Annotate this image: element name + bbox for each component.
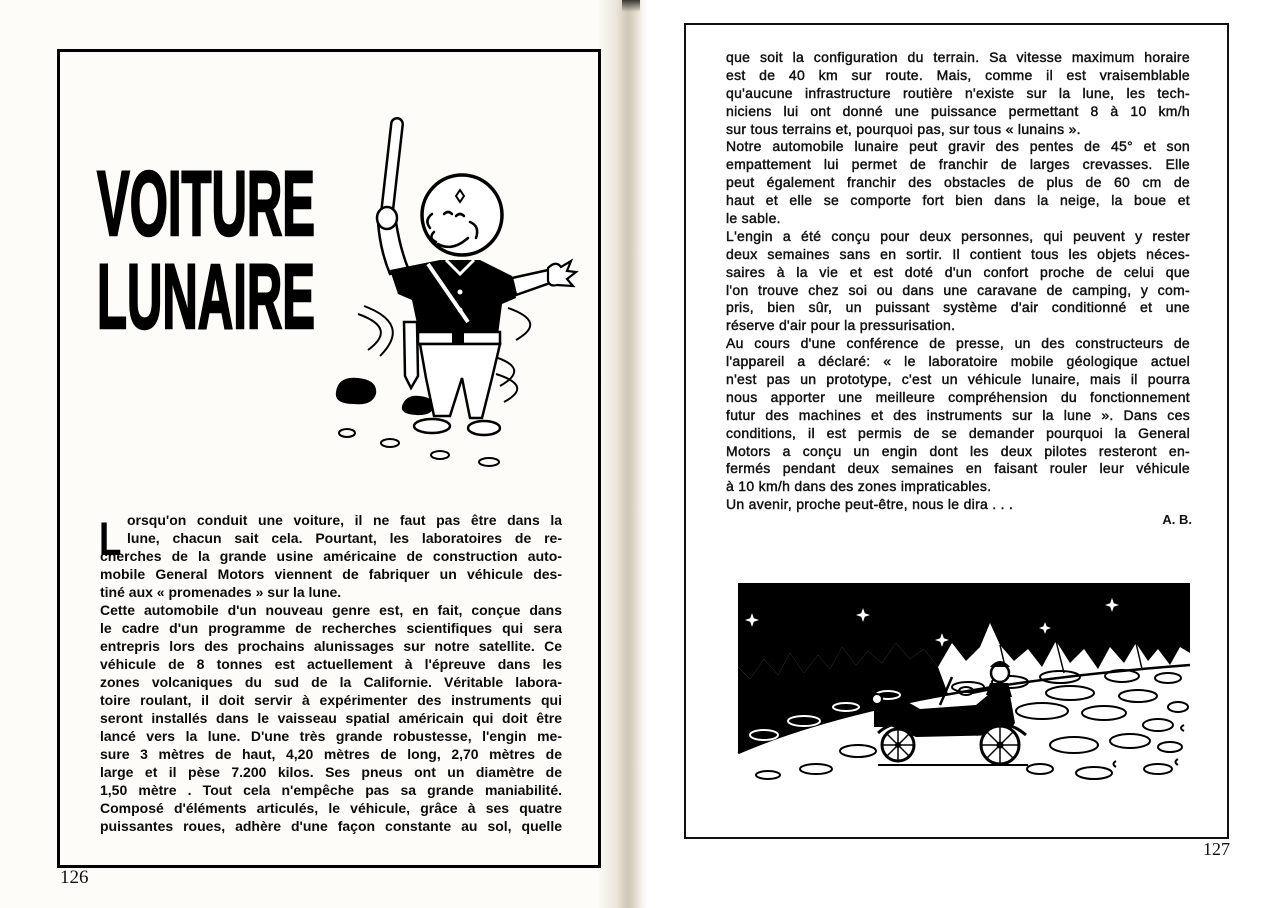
left-body-line: toire roulant, il doit servir à expérimenter des instruments qui (100, 692, 562, 708)
car-headlamp (872, 694, 882, 704)
crater (1050, 737, 1098, 753)
raised-hand (377, 207, 397, 229)
crater (1158, 742, 1182, 752)
night-sky (738, 583, 1190, 679)
crater (1016, 703, 1068, 719)
open-hand (548, 261, 576, 286)
book-gutter-shadow (598, 0, 648, 908)
right-body-line: L'engin a été conçu pour deux personnes, qui peuvent y rester (726, 227, 1190, 244)
motion-line (364, 306, 393, 356)
right-body-line: l'on trouve chez soi ou dans une caravane de camping, y com- (726, 281, 1190, 298)
left-body-line: large et il pèse 7.200 kilos. Ses pneus ont un diamètre de (100, 764, 562, 780)
left-boot (414, 419, 450, 433)
crater (1119, 690, 1157, 702)
crater-mark (1176, 759, 1179, 765)
extended-arm (512, 270, 550, 295)
right-body-line: pris, bien sûr, un puissant système d'air conditionné et une (726, 299, 1190, 316)
left-body-line: cherches de la grande usine américaine de construction auto- (100, 548, 562, 564)
crater (1155, 673, 1181, 683)
title-line-voiture: VOITURE (97, 153, 315, 255)
crater (1168, 702, 1188, 712)
left-body-line: entrepris lors des prochains alunissages sur notre satellite. Ce (100, 638, 562, 654)
crater-mark (1181, 725, 1184, 731)
crater (1144, 764, 1172, 774)
pants (420, 344, 500, 418)
crater (1110, 734, 1150, 748)
left-body-line: Composé d'éléments articulés, le véhicule, grâce à ses quatre (100, 800, 562, 816)
footprint (339, 429, 355, 437)
article-title (90, 153, 330, 348)
raised-arm (378, 222, 408, 274)
page-number-right: 127 (1203, 839, 1230, 859)
right-body-line: Au cours d'une conférence de presse, un des constructeurs de (726, 335, 1190, 352)
rear-wheel (981, 726, 1019, 764)
left-body-line: 1,50 mètre . Tout cela n'empêche pas sa grande maniabilité. (100, 782, 562, 798)
right-boot (468, 421, 500, 435)
right-body-line: réserve d'air pour la pressurisation. (726, 317, 956, 334)
motion-line (508, 308, 530, 340)
motion-line (496, 374, 517, 402)
belt-buckle (452, 332, 464, 344)
motion-line (358, 314, 381, 350)
car-radiator (874, 705, 889, 727)
holster (404, 322, 418, 388)
right-body-line: saires à la vie et est doté d'un confort proche de celui que (726, 263, 1190, 280)
binding-shadow (622, 0, 640, 12)
right-body-line: le sable. (726, 210, 781, 227)
left-body-line: tiné aux « promenades » sur la lune. (100, 584, 342, 600)
drop-cap: L (99, 512, 122, 565)
left-body-line: seront installés dans le vaisseau spatial américain qui doit être (100, 710, 562, 726)
right-body-line: l'appareil a déclaré: « le laboratoire mobile géologique actuel (726, 353, 1190, 370)
left-body-line: lune, chacun sait cela. Pourtant, les laboratoires de re- (127, 530, 562, 546)
right-page-body (726, 49, 1190, 514)
right-body-line: empattement lui permet de franchir de larges crevasses. Elle (726, 156, 1190, 173)
footprint (431, 451, 449, 459)
right-body-line: fermés pendant deux semaines en faisant rouler leur véhicule (726, 460, 1190, 477)
right-body-line: que soit la configuration du terrain. Sa vitesse maximum horaire (726, 49, 1190, 65)
title-line-lunaire: LUNAIRE (97, 246, 315, 348)
left-body-line: orsqu'on conduit une voiture, il ne faut pas être dans la (127, 512, 562, 528)
page-number-left: 126 (60, 867, 89, 888)
left-body-line: puissantes roues, adhère d'une façon constante au sol, quelle (100, 818, 562, 834)
jacket-button (458, 290, 463, 295)
driver (970, 661, 1012, 697)
right-body-line: Notre automobile lunaire peut gravir des pentes de 45° et son (726, 138, 1190, 155)
crater (800, 764, 832, 774)
right-body-line: peut également franchir des obstacles de plus de 60 cm de (726, 174, 1190, 191)
right-body-line: Un avenir, proche peut-être, nous le dira . . . (726, 496, 1014, 513)
crater (1046, 686, 1094, 700)
right-body-line: sur tous terrains et, pourquoi pas, sur tous « lunains ». (726, 120, 1081, 137)
jacket-button (458, 308, 463, 313)
crater (756, 771, 780, 779)
right-body-line: conditions, il est permis de se demander pourquoi la General (726, 424, 1190, 441)
left-body-line: véhicule de 8 tonnes est actuellement à l'épreuve dans les (100, 656, 562, 672)
left-body-line: le cadre d'un programme de recherches scientifiques qui sera (100, 620, 562, 636)
crater (1076, 767, 1112, 779)
right-body-line: nous apporter une meilleure compréhension du fonctionnement (726, 388, 1190, 405)
lunar-car-illustration (738, 583, 1190, 788)
crater (840, 745, 876, 757)
right-body-line: deux semaines sans en sortir. Il contient tous les objets néces- (726, 245, 1190, 262)
footprint (479, 458, 499, 466)
crater-mark (1114, 761, 1117, 767)
left-page-body (100, 511, 562, 835)
right-body-line: Motors a conçu un engin dont les deux pilotes resteront en- (726, 442, 1190, 459)
right-body-line: à 10 km/h dans des zones impraticables. (726, 478, 992, 495)
baton (387, 124, 397, 212)
right-body-line: futur des machines et des instruments sur la lune ». Dans ces (726, 406, 1190, 423)
left-body-line: mobile General Motors viennent de fabriquer un véhicule des- (100, 566, 562, 582)
right-body-line: qu'aucune infrastructure routière n'existe sur la lune, les tech- (726, 84, 1190, 101)
astronaut-illustration (320, 110, 580, 480)
left-body-line: Cette automobile d'un nouveau genre est, en fait, conçue dans (100, 602, 562, 618)
right-body-line: niciens lui ont donné une puissance permettant 8 à 10 km/h (726, 102, 1190, 119)
right-body-line: est de 40 km sur route. Mais, comme il est vraisemblable (726, 66, 1190, 83)
left-body-line: sure 3 mètres de haut, 4,20 mètres de long, 2,70 mètres de (100, 746, 562, 762)
front-wheel (882, 729, 914, 761)
right-body-line: haut et elle se comporte fort bien dans la neige, la boue et (726, 192, 1190, 209)
driver-hat (990, 661, 1010, 667)
crater-blob (336, 378, 376, 405)
crater (1027, 764, 1053, 774)
left-body-line: zones volcaniques du sud de la Californie. Véritable labora- (100, 674, 562, 690)
footprint (381, 439, 399, 447)
crater (1082, 706, 1126, 720)
left-body-line: lancé vers la lune. D'une très grande robustesse, l'engin me- (100, 728, 562, 744)
right-body-line: n'est pas un prototype, c'est un véhicule lunaire, mais il pourra (726, 371, 1190, 388)
author-signature: A. B. (1162, 512, 1192, 527)
crater (1143, 719, 1173, 731)
